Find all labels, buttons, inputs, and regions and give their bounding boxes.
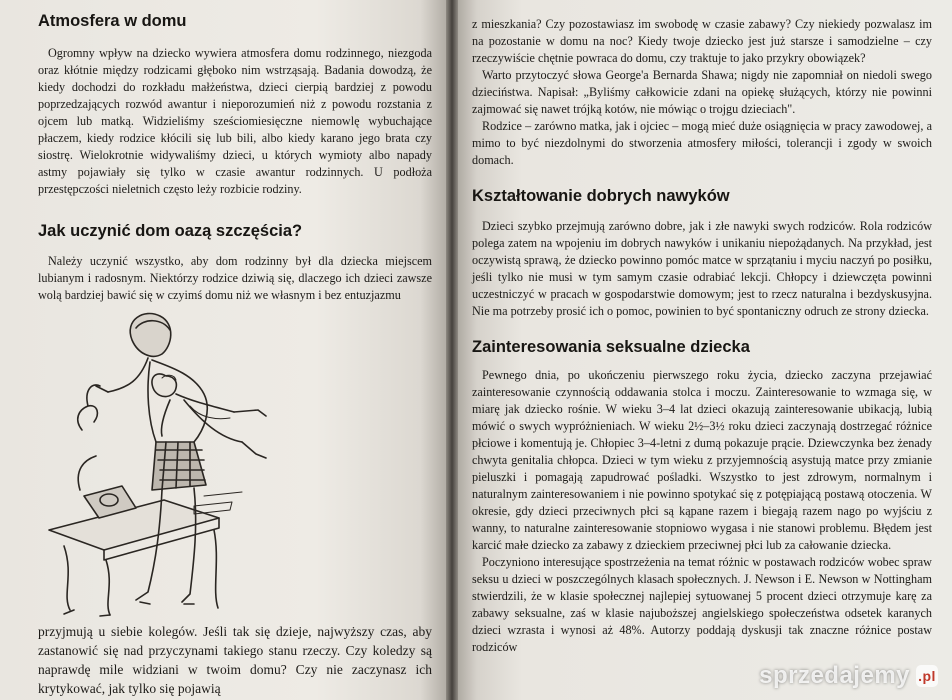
section-paragraph-seksualne-1: Pewnego dnia, po ukończeniu pierwszego roku życia, dziecko zaczyna przejawiać zainteresowanie czynnością oddawania stolca i moczu. Zainteresowanie to wzmaga się, w miarę jak dziecko rośnie. W wieku 3–4 lat dzieci okazują zainteresowanie ubikacją, lubią mówić o swych wypróżnieniach. W wieku 2½–3½ roku dzieci zaczynają dostrzegać różnice płciowe i komentują je. Chłopiec 3–4-letni z dumą pokazuje prącie. Dziewczynka bez żenady chwyta genitalia chłopca. Dzieci w tym wieku z przyjemnością asystują matce przy zmianie pieluszki i pomagają zapudrować pośladki. Wszystko to jest zdrowym, normalnym i naturalnym zainteresowaniem i nie powinno spotykać się z potępiającą postawą otoczenia. W okresie, gdy dzieci przeciwnych płci są kąpane razem i biegają razem nago po wyjściu z wanny, to naturalne zainteresowanie stopniowo wygasa i nie stanowi problemu. Błędem jest karcić małe dziecko za zabawy z dzieckiem przeciwnej płci lub za całowanie dziecka. bbox=[472, 368, 932, 552]
section-heading-atmosfera: Atmosfera w domu bbox=[38, 12, 187, 30]
section-heading-nawyki: Kształtowanie dobrych nawyków bbox=[472, 187, 730, 205]
loose-papers-drawing bbox=[194, 492, 242, 514]
section-heading-seksualne: Zainteresowania seksualne dziecka bbox=[472, 338, 750, 356]
mother-figure bbox=[96, 313, 207, 604]
intro-paragraph-2: Warto przytoczyć słowa George'a Bernarda Shawa; nigdy nie zapomniał on niedoli swego dzieciństwa. Napisał: „Byliśmy całkowicie zdani na opiekę służących, którzy nie powinni zajmować się nawet trójką kotów, nie mówiąc o trojgu dzieciach". bbox=[472, 68, 932, 116]
watermark-brand: sprzedajemy bbox=[759, 662, 910, 689]
section-paragraph-atmosfera: Ogromny wpływ na dziecko wywiera atmosfera domu rodzinnego, niezgoda oraz kłótnie między rodzicami głęboko nim wstrząsają. Badania dowodzą, że kiedy dochodzi do rozkładu małżeństwa, dzieci cierpią bardziej z powodu poprzedzających rozwód awantur i nieporozumień niż z powodu rozstania z ojcem lub matką. Widzieliśmy sześciomiesięczne niemowlę wybuchające płaczem, kiedy rodzice kłócili się lub bili, albo kiedy karano jego brata czy siostrę. Wielokrotnie widywaliśmy dzieci, u których wymioty albo napady astmy pojawiały się tylko w czasie awantur rodzinnych. U podłoża przestępczości nieletnich często leży rozbicie rodziny. bbox=[38, 46, 432, 196]
telephone-drawing bbox=[78, 385, 136, 518]
left-page bbox=[0, 0, 452, 700]
intro-paragraph-1: z mieszkania? Czy pozostawiasz im swobodę w czasie zabawy? Czy niekiedy pozwalasz im na pozostanie w domu na noc? Kiedy twoje dziecko jest już starsze i samodzielne – czy rzeczywiście chętnie powraca do domu, czy traktuje to jako przykry obowiązek? bbox=[472, 17, 932, 65]
section-paragraph-dom-oaza: Należy uczynić wszystko, aby dom rodzinny był dla dziecka miejscem lubianym i radosnym. Niektórzy rodzice dziwią się, dlaczego ich dzieci zawsze wolą bardziej bawić się w czyimś domu niż we własnym i bez entuzjazmu bbox=[38, 254, 432, 302]
section-paragraph-nawyki: Dzieci szybko przejmują zarówno dobre, jak i złe nawyki swych rodziców. Rola rodziców polega zatem na wpojeniu im dobrych nawyków i unikaniu niepożądanych. Na przykład, jest oczywistą sprawą, że dziecko powinno pomóc matce w sprzątaniu i myciu naczyń po posiłku, jeśli tylko nie musi w tym samym czasie odrabiać lekcji. Chłopcy i dziewczęta powinni uczestniczyć w pracach w gospodarstwie domowym; jest to rzecz naturalna i bezdyskusyjna. Nie ma potrzeby prosić ich o pomoc, powinien to być spontaniczny odruch ze strony dziecka. bbox=[472, 219, 932, 318]
right-page bbox=[452, 0, 952, 700]
intro-paragraph-3: Rodzice – zarówno matka, jak i ojciec – mogą mieć duże osiągnięcia w pracy zawodowej, a mimo to być niezdolnymi do stworzenia atmosfery miłości, tolerancji i zgody w swoich domach. bbox=[472, 119, 932, 167]
section-paragraph-koledzy: przyjmują u siebie kolegów. Jeśli tak się dzieje, najwyższy czas, aby zastanowić się nad przyczynami takiego stanu rzeczy. Czy koledzy są naprawdę mile widziani w twoim domu? Czy nie zaczynasz ich krytykować, jak tylko się pojawią bbox=[38, 624, 432, 696]
watermark-logo-icon: .pl bbox=[916, 665, 938, 687]
book-gutter bbox=[446, 0, 458, 700]
section-paragraph-seksualne-2: Poczyniono interesujące spostrzeżenia na temat różnic w postawach rodziców wobec spraw seksu u dzieci w poszczególnych klasach społecznych. J. Newson i E. Newson w Nottingham stwierdzili, że w klasie społecznej najlepiej sytuowanej 5 procent dzieci otrzymuje karę za zabawy seksualne, zaś w klasie najuboższej angielskiego społeczeństwa odsetek karanych dzieci wzrasta i wynosi aż 48%. Autorzy poddają dyskusji tak znaczne różnice postaw rodziców bbox=[472, 555, 932, 654]
sprzedajemy-watermark bbox=[759, 662, 938, 690]
section-heading-dom-oaza: Jak uczynić dom oazą szczęścia? bbox=[38, 222, 303, 240]
mother-child-telephone-illustration bbox=[44, 310, 344, 618]
